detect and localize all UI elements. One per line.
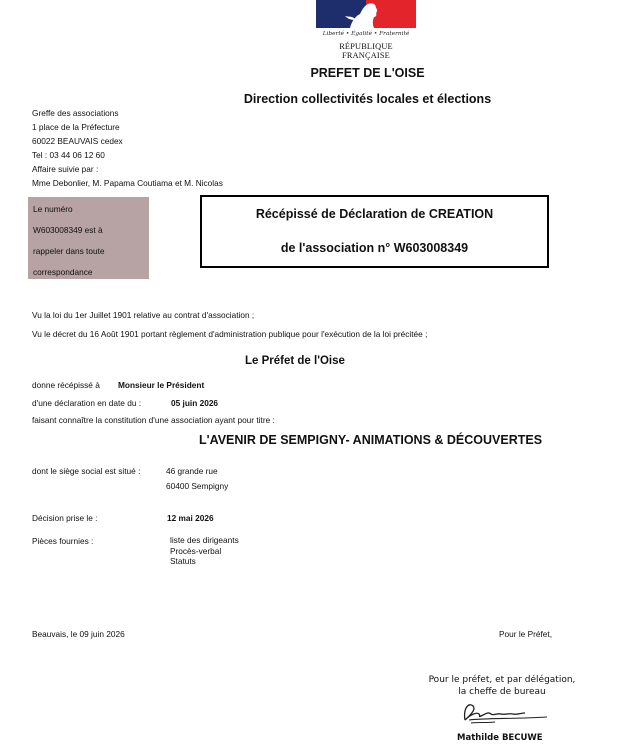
declaration-label: d'une déclaration en date du : [32, 398, 142, 408]
recepisse-label: donne récépissé à [32, 380, 100, 390]
recipient: Monsieur le Président [118, 380, 205, 390]
reference-line: rappeler dans toute [33, 246, 105, 256]
law-reference: Vu la loi du 1er Juillet 1901 relative au contrat d'association ; [32, 310, 255, 320]
address-line: 60400 Sempigny [166, 481, 229, 491]
contact-line: Mme Debonlier, M. Papama Coutiama et M. Nicolas [32, 178, 223, 188]
delegation-stamp [425, 674, 579, 698]
direction-heading: Direction collectivités locales et élections [243, 92, 492, 106]
contact-line: Tel : 03 44 06 12 60 [32, 150, 105, 160]
siege-label: dont le siège social est situé : [32, 466, 141, 476]
pieces-label: Pièces fournies : [32, 536, 94, 546]
reference-line: W603008349 est à [33, 225, 103, 235]
marianne-profile-icon [342, 0, 390, 28]
pieces-list [170, 535, 239, 567]
republic-name: RÉPUBLIQUE FRANÇAISE [339, 42, 393, 60]
delegation-line: la cheffe de bureau [458, 687, 546, 697]
list-item: Procès-verbal [170, 545, 222, 556]
decree-reference: Vu le décret du 16 Août 1901 portant règlement d'administration publique pour l'exécution de la loi précitée ; [32, 329, 428, 339]
contact-line: Greffe des associations [32, 108, 119, 118]
list-item: liste des dirigeants [170, 535, 239, 545]
prefecture-heading: PREFET DE L'OISE [310, 66, 425, 80]
constitution-text: faisant connaître la constitution d'une association ayant pour titre : [32, 415, 275, 425]
reference-line: Le numéro [33, 204, 73, 214]
place-date: Beauvais, le 09 juin 2026 [32, 629, 125, 639]
receipt-title-box [200, 195, 549, 268]
handwritten-signature [455, 698, 555, 728]
reference-line: correspondance [33, 267, 93, 277]
marianne-logo [316, 0, 416, 58]
republic-motto: Liberté • Égalité • Fraternité [322, 31, 410, 37]
prefet-title: Le Préfet de l'Oise [245, 355, 345, 367]
declaration-date: 05 juin 2026 [171, 398, 219, 408]
delegation-line: Pour le préfet, et par délégation, [428, 675, 576, 685]
decision-date: 12 mai 2026 [167, 513, 214, 523]
pour-le-prefet: Pour le Préfet, [499, 629, 553, 639]
contact-block [32, 106, 223, 190]
signatory-name: Mathilde BECUWE [457, 733, 543, 743]
decision-label: Décision prise le : [32, 513, 98, 523]
contact-line: 60022 BEAUVAIS cedex [32, 136, 123, 146]
list-item: Statuts [170, 556, 196, 566]
address-line: 46 grande rue [166, 466, 218, 476]
association-number: de l'association n° W603008349 [280, 241, 469, 255]
association-title: L'AVENIR DE SEMPIGNY- ANIMATIONS & DÉCOUVERTES [199, 433, 543, 447]
contact-line: Affaire suivie par : [32, 164, 99, 174]
reference-number-box [28, 197, 149, 279]
contact-line: 1 place de la Préfecture [32, 122, 120, 132]
receipt-title: Récépissé de Déclaration de CREATION [255, 207, 494, 221]
